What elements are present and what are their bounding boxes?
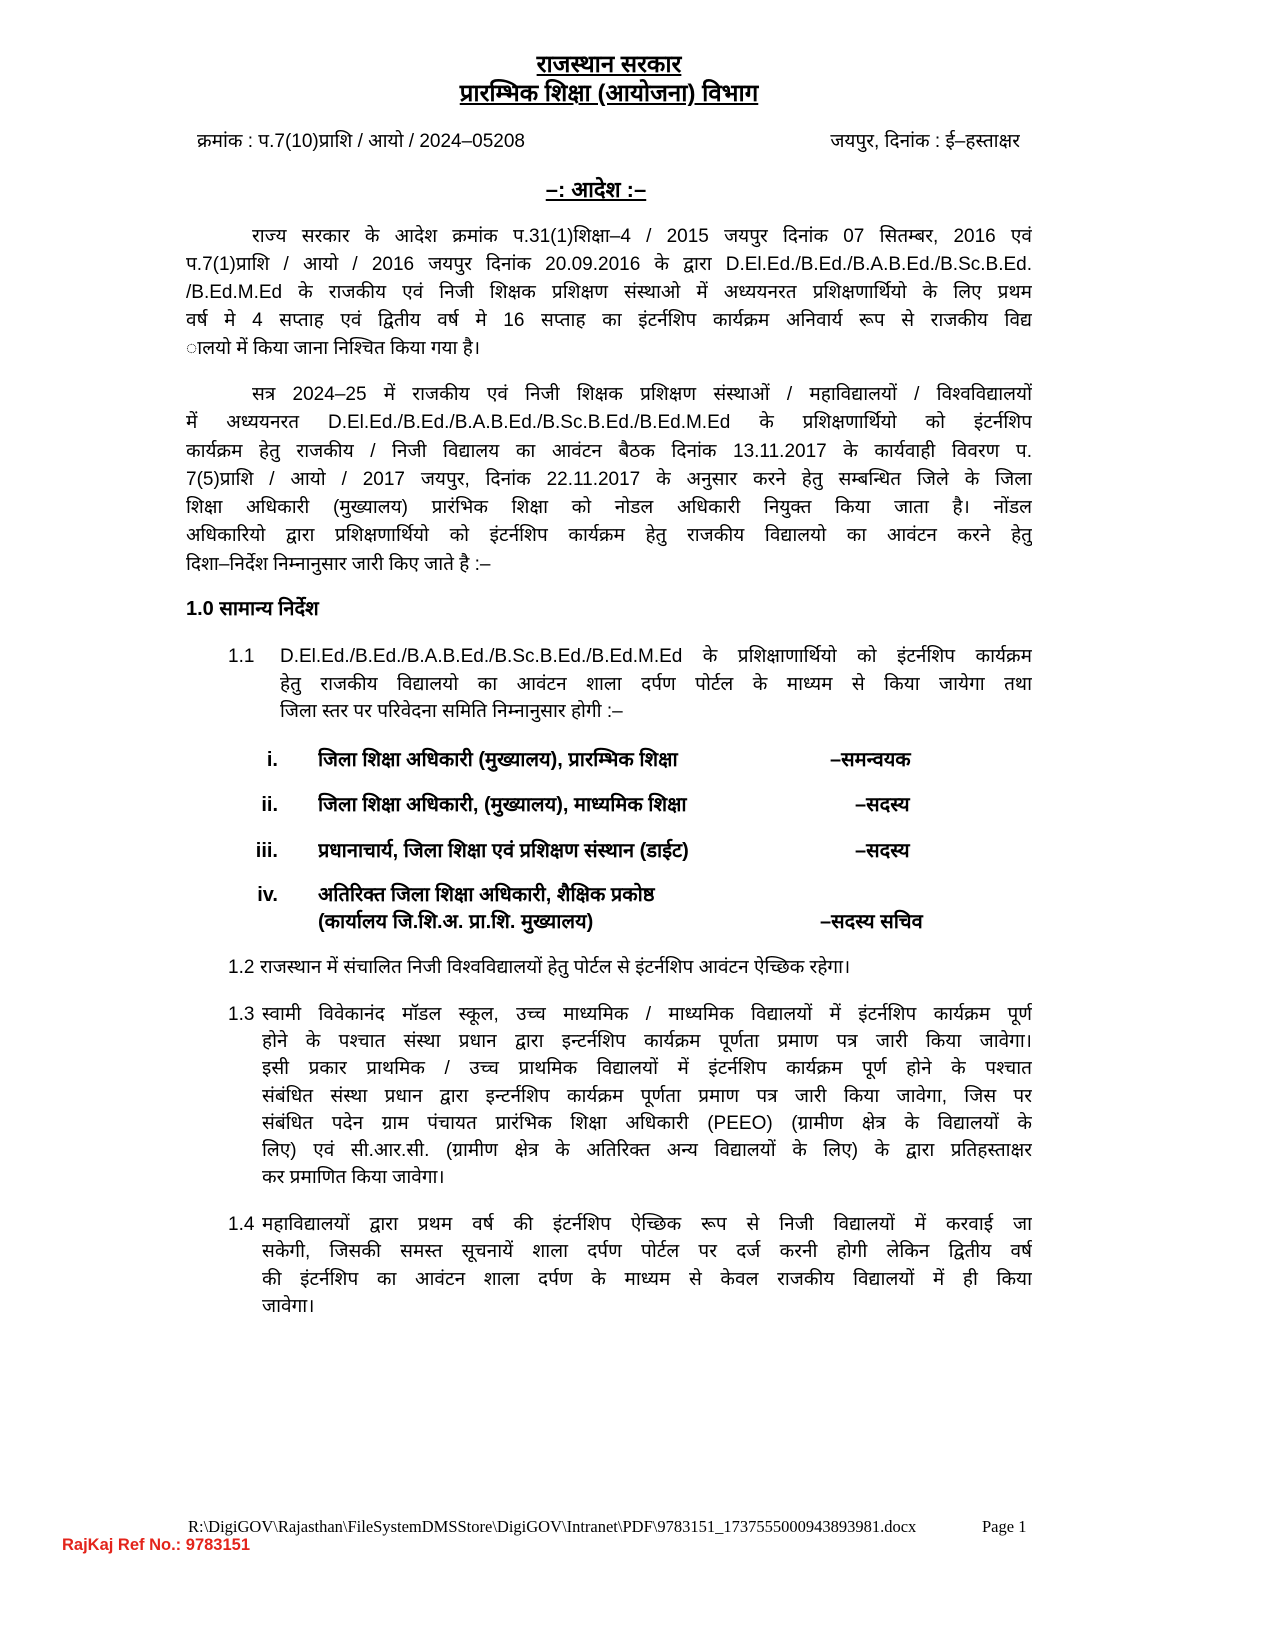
rajkaj-ref-number: RajKaj Ref No.: 9783151 [62,1536,251,1554]
clause-1-3 [262,1001,1032,1191]
place-date: जयपुर, दिनांक : ई–हस्ताक्षर [830,131,1020,152]
clause-line: स्वामी विवेकानंद मॉडल स्कूल, उच्च माध्यमिक / माध्यमिक विद्यालयों में इंटर्नशिप कार्यक्रम पूर्ण [262,1004,1032,1025]
clause-line: इसी प्रकार प्राथमिक / उच्च प्राथमिक विद्यालयों में इंटर्नशिप कार्यक्रम पूर्ण होने के पश्चात [262,1058,1032,1080]
paragraph-line: में अध्ययनरत D.El.Ed./B.Ed./B.A.B.Ed./B.Sc.B.Ed./B.Ed.M.Ed के प्रशिक्षणार्थियो को इंटर्नशिप [186,412,1032,434]
paragraph-line: शिक्षा अधिकारी (मुख्यालय) प्रारंभिक शिक्षा को नोडल अधिकारी नियुक्त किया जाता है। नोंडल [186,497,1032,519]
paragraph-line: राज्य सरकार के आदेश क्रमांक प.31(1)शिक्षा–4 / 2015 जयपुर दिनांक 07 सितम्बर, 2016 एवं [252,226,1032,247]
committee-item-text: जिला शिक्षा अधिकारी (मुख्यालय), प्रारम्भिक शिक्षा [318,749,678,771]
committee-item-role: –समन्वयक [830,749,911,771]
paragraph-line: प.7(1)प्राशि / आयो / 2016 जयपुर दिनांक 20.09.2016 के द्वारा D.El.Ed./B.Ed./B.A.B.Ed./B.Sc.B.Ed. [186,254,1032,275]
government-title: राजस्थान सरकार [536,51,682,78]
section-heading: 1.0 सामान्य निर्देश [186,598,319,620]
clause-number [228,643,278,671]
clause-1-1 [280,643,1032,726]
clause-line: की इंटर्नशिप का आवंटन शाला दर्पण के माध्यम से केवल राजकीय विद्यालयों में ही किया [262,1268,1032,1290]
committee-item-text: अतिरिक्त जिला शिक्षा अधिकारी, शैक्षिक प्रकोष्ठ [318,884,655,906]
committee-item-numeral: i. [266,749,278,771]
committee-item-numeral: iii. [255,840,278,862]
paragraph-line: कार्यक्रम हेतु राजकीय / निजी विद्यालय का आवंटन बैठक दिनांक 13.11.2017 के कार्यवाही विवरण प. [186,440,1032,462]
clause-number-text: 1.4 [228,1214,255,1235]
committee-item-numeral: iv. [257,884,278,906]
paragraph-line: 7(5)प्राशि / आयो / 2017 जयपुर, दिनांक 22.11.2017 के अनुसार करने हेतु सम्बन्धित जिले के जिला [186,468,1032,490]
footer-page-number: Page 1 [982,1517,1027,1536]
paragraph-line: सत्र 2024–25 में राजकीय एवं निजी शिक्षक प्रशिक्षण संस्थाओं / महाविद्यालयों / विश्वविद्यालयों [252,384,1032,405]
clause-line: लिए) एवं सी.आर.सी. (ग्रामीण क्षेत्र के अतिरिक्त अन्य विद्यालयों के लिए) के द्वारा प्रतिहस्ताक्षर [262,1139,1032,1161]
clause-number-text: 1.3 [228,1004,255,1025]
paragraph-line: अधिकारियो द्वारा प्रशिक्षणार्थियो को इंटर्नशिप कार्यक्रम हेतु राजकीय विद्यालयो का आवंटन करने हेतु [186,525,1032,547]
committee-item-role: –सदस्य सचिव [820,911,923,933]
clause-line: D.El.Ed./B.Ed./B.A.B.Ed./B.Sc.B.Ed./B.Ed.M.Ed के प्रशिक्षाणार्थियो को इंटर्नशिप कार्यक्रम [280,646,1032,667]
paragraph-line: ालयो में किया जाना निश्चित किया गया है। [186,338,481,359]
clause-line: जावेगा। [262,1295,315,1317]
committee-item [0,881,1275,937]
clause-number-text: 1.2 [228,957,255,978]
committee-item-role: –सदस्य [855,794,910,816]
paragraph-line: वर्ष मे 4 सप्ताह एवं द्वितीय वर्ष मे 16 सप्ताह का इंटर्नशिप कार्यक्रम अनिवार्य रूप से राजकीय विद्य [186,310,1032,331]
committee-item-text: जिला शिक्षा अधिकारी, (मुख्यालय), माध्यमिक शिक्षा [318,794,687,816]
clause-line: जिला स्तर पर परिवेदना समिति निम्नानुसार होगी :– [280,701,623,722]
clause-line: सकेगी, जिसकी समस्त सूचनायें शाला दर्पण पोर्टल पर दर्ज करनी होगी लेकिन द्वितीय वर्ष [262,1241,1032,1263]
clause-line: राजस्थान में संचालित निजी विश्वविद्यालयों हेतु पोर्टल से इंटर्नशिप आवंटन ऐच्छिक रहेगा। [260,957,851,978]
paragraph-2 [186,381,1032,579]
committee-item [0,746,1275,774]
order-title: –: आदेश :– [545,177,647,202]
committee-item [0,791,1275,819]
paragraph-line: /B.Ed.M.Ed के राजकीय एवं निजी शिक्षक प्रशिक्षण संस्थाओ में अध्ययनरत प्रशिक्षणार्थियो के लिए प्रथम [186,282,1032,303]
committee-item-numeral: ii. [261,794,278,816]
clause-line: संबंधित पदेन ग्राम पंचायत प्रारंभिक शिक्षा अधिकारी (PEEO) (ग्रामीण क्षेत्र के विद्यालयों के [262,1112,1032,1134]
paragraph-1 [186,223,1032,363]
clause-number-text: 1.1 [228,646,255,667]
order-reference-number: क्रमांक : प.7(10)प्राशि / आयो / 2024–05208 [197,131,526,152]
clause-1-4 [262,1211,1032,1320]
clause-line: महाविद्यालयों द्वारा प्रथम वर्ष की इंटर्नशिप ऐच्छिक रूप से निजी विद्यालयों में करवाई जा [262,1214,1032,1235]
clause-line: कर प्रमाणित किया जावेगा। [262,1167,445,1189]
committee-item-text: प्रधानाचार्य, जिला शिक्षा एवं प्रशिक्षण संस्थान (डाईट) [318,840,689,862]
footer-file-path: R:\DigiGOV\Rajasthan\FileSystemDMSStore\DigiGOV\Intranet\PDF\9783151_1737555000943893981.docx [188,1517,917,1536]
committee-item [0,837,1275,865]
clause-line: संबंधित संस्था प्रधान द्वारा इन्टर्नशिप कार्यक्रम पूर्णता प्रमाण पत्र जारी किया जावेगा, जिस पर [262,1085,1032,1107]
committee-item-role: –सदस्य [855,840,910,862]
committee-item-text: (कार्यालय जि.शि.अ. प्रा.शि. मुख्यालय) [318,911,594,933]
paragraph-line: दिशा–निर्देश निम्नानुसार जारी किए जाते है :– [186,553,491,575]
clause-line: होने के पश्चात संस्था प्रधान द्वारा इन्टर्नशिप कार्यक्रम पूर्णता प्रमाण पत्र जारी किया जावेगा। [262,1031,1032,1053]
department-title: प्रारम्भिक शिक्षा (आयोजना) विभाग [459,80,759,107]
clause-line: हेतु राजकीय विद्यालयो का आवंटन शाला दर्पण पोर्टल के माध्यम से किया जायेगा तथा [280,673,1032,695]
